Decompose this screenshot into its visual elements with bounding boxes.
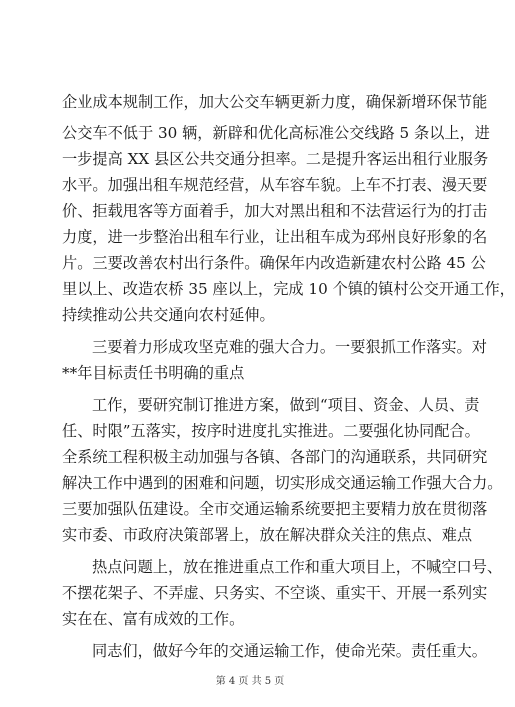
body-line: 不摆花架子、不弄虚、只务实、不空谈、重实干、开展一系列实 <box>62 584 488 602</box>
body-line: 力度，进一步整治出租车行业，让出租车成为邳州良好形象的名 <box>62 228 488 246</box>
body-line: 解决工作中遇到的困难和问题，切实形成交通运输工作强大合力。 <box>62 474 503 492</box>
paragraph-first-line: 三要着力形成攻坚克难的强大合力。一要狠抓工作落实。对 <box>92 338 487 356</box>
body-line: 里以上、改造农桥 35 座以上，完成 10 个镇的镇村公交开通工作， <box>62 280 515 298</box>
page-number-footer: 第 4 页 共 5 页 <box>215 676 285 687</box>
body-line: 公交车不低于 30 辆，新辟和优化高标准公交线路 5 条以上，进 <box>62 124 490 142</box>
body-line: 企业成本规制工作，加大公交车辆更新力度，确保新增环保节能 <box>62 93 488 111</box>
body-line: 一步提高 XX 县区公共交通分担率。二是提升客运出租行业服务 <box>62 150 489 168</box>
body-line: 实市委、市政府决策部署上，放在解决群众关注的焦点、难点 <box>62 526 473 544</box>
body-line: 持续推动公共交通向农村延伸。 <box>62 306 275 324</box>
body-line: **年目标责任书明确的重点 <box>62 364 245 382</box>
paragraph-first-line: 热点问题上，放在推进重点工作和重大项目上，不喊空口号、 <box>92 558 503 576</box>
body-line: 实在在、富有成效的工作。 <box>62 610 245 628</box>
paragraph-first-line: 同志们，做好今年的交通运输工作，使命光荣。责任重大。 <box>92 642 487 660</box>
body-line: 三要加强队伍建设。全市交通运输系统要把主要精力放在贯彻落 <box>62 500 488 518</box>
body-line: 片。三要改善农村出行条件。确保年内改造新建农村公路 45 公 <box>62 254 486 272</box>
body-line: 水平。加强出租车规范经营，从车容车貌。上车不打表、漫天要 <box>62 176 488 194</box>
body-line: 全系统工程积极主动加强与各镇、各部门的沟通联系，共同研究 <box>62 448 488 466</box>
body-line: 任、时限”五落实，按序时进度扎实推进。二要强化协同配合。 <box>62 422 480 440</box>
body-line: 价、拒载甩客等方面着手，加大对黑出租和不法营运行为的打击 <box>62 202 488 220</box>
paragraph-first-line: 工作，要研究制订推进方案，做到“项目、资金、人员、责 <box>92 396 480 414</box>
